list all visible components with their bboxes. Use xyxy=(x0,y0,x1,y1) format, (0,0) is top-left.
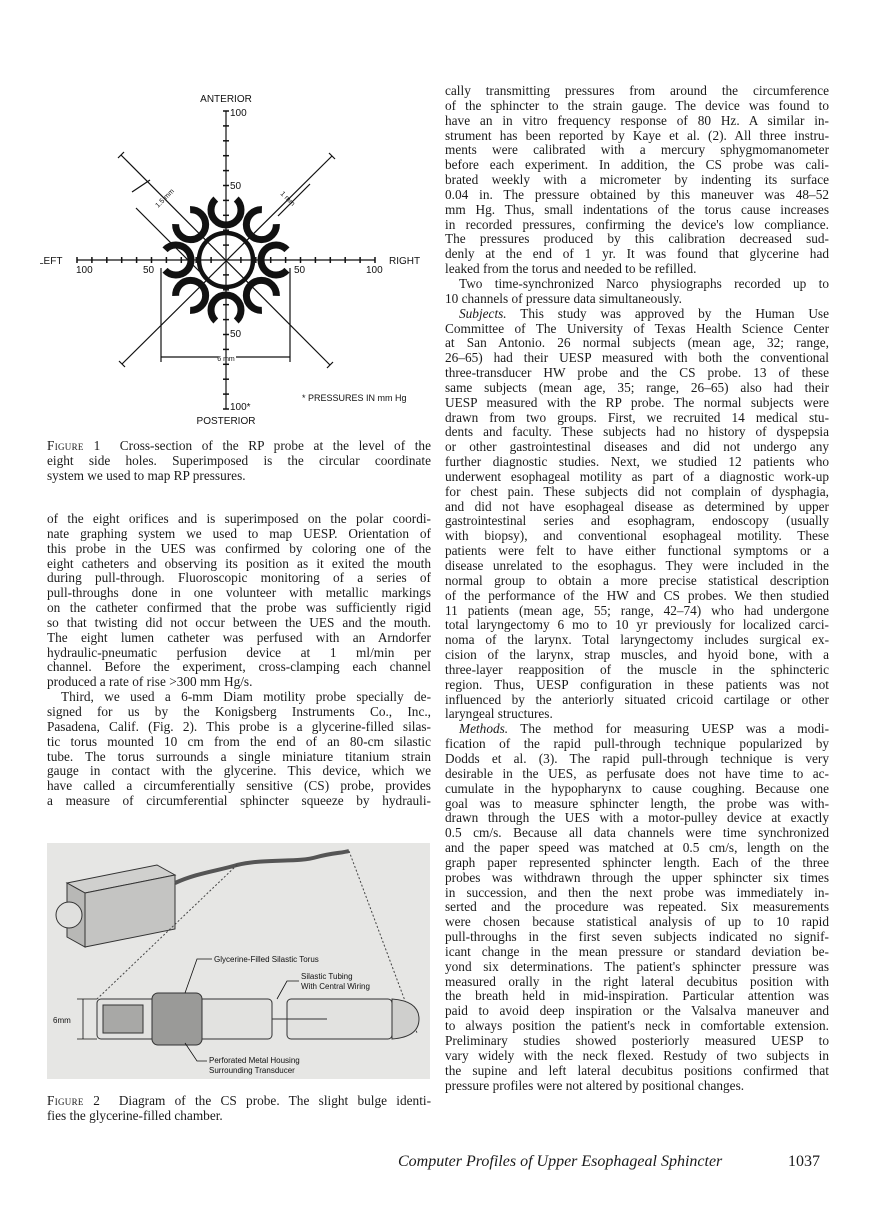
text-line: noma of the larynx. Total laryngectomy includes surgical ex- xyxy=(445,632,829,648)
tick-label: 100 xyxy=(230,108,247,119)
tick-label: 100* xyxy=(230,402,251,413)
text-line: cision of the larynx, strap muscles, and hyoid bone, with a xyxy=(445,647,829,663)
text-line: vary widely with the neck flexed. Restudy of two subjects in xyxy=(445,1047,829,1063)
text-line: the breath held in mid-inspiration. Particular attention was xyxy=(445,988,829,1004)
text-line: were chosen because statistical analysis of up to 10 rapid xyxy=(445,914,829,930)
label-right: RIGHT xyxy=(389,256,421,267)
text-line: gauge in contact with the glycerine. This device, which we xyxy=(47,763,431,779)
text-line: before each experiment. In addition, the CS probe was cali- xyxy=(445,157,829,173)
text-line: Pasadena, Calif. (Fig. 2). This probe is a glycerine-filled silas- xyxy=(47,718,431,734)
text-line: 11 patients (mean age, 55; range, 42–74) who had undergone xyxy=(445,602,829,618)
text-line: leaked from the torus and needed to be refilled. xyxy=(445,261,697,277)
text-line: cumulate in the hypopharynx to cause coughing. Because one xyxy=(445,780,829,796)
pressure-units-note: * PRESSURES IN mm Hg xyxy=(302,393,407,403)
text-line: a measure of circumferential sphincter squeeze by hydrauli- xyxy=(47,793,431,809)
text-line: denly at the end of 1 yr. It was found that glycerine had xyxy=(445,246,829,262)
text-line: yond six determinations. The patient's sphincter pressure was xyxy=(445,958,829,974)
text-line: during pull-through. Fluoroscopic monitoring of a series of xyxy=(47,570,431,586)
text-line: of the performance of the HW and CS probes. We then studied xyxy=(445,587,829,603)
figure-1-caption xyxy=(47,438,431,483)
text-line: have called a circumferentially sensitive (CS) probe, provides xyxy=(47,778,431,794)
text-line: dents and faculty. These subjects had no history of dyspepsia xyxy=(445,424,829,440)
dim-6mm-label: 6mm xyxy=(53,1016,71,1025)
text-line: patients were felt to have either functional symptoms or a xyxy=(445,543,829,559)
tick-label: 50 xyxy=(143,265,155,276)
text-line: gastrointestinal series and esophagram, endoscopy (usually xyxy=(445,513,829,529)
figure-2-diagram xyxy=(47,843,430,1079)
text-line: Committee of The University of Texas Health Science Center xyxy=(445,320,829,336)
tick-label: 100 xyxy=(366,265,383,276)
text-line: channel. Before the experiment, cross-clamping each channel xyxy=(47,659,431,675)
text-line: cally transmitting pressures from around the circumference xyxy=(445,83,829,98)
text-line: The eight lumen catheter was perfused with an Arndorfer xyxy=(47,629,431,645)
text-line: with biopsy), and conventional esophageal motility. These xyxy=(445,528,829,544)
label-posterior: POSTERIOR xyxy=(196,416,256,427)
right-column-text xyxy=(445,84,829,1093)
rp-probe-cross-section xyxy=(40,80,430,435)
dim-6mm: 6 mm xyxy=(217,356,235,363)
caption-line: fies the glycerine-filled chamber. xyxy=(47,1108,223,1123)
text-line: hydraulic-pneumatic perfusion device at 1 ml/min per xyxy=(47,644,431,660)
text-line: drawn through the UES with a motor-pulley device at exactly xyxy=(445,810,829,826)
text-line: measured orally in the right lateral decubitus position with xyxy=(445,973,829,989)
text-line: UESP measured with the RP probe. The normal subjects were xyxy=(445,394,829,410)
caption-label: Figure 2 xyxy=(47,1093,101,1108)
figure-2-caption xyxy=(47,1093,431,1123)
text-line: pull-throughs in the first seven subjects indicated no signif- xyxy=(445,929,829,945)
text-line: The pressures produced by this calibration decreased sud- xyxy=(445,231,829,247)
running-title: Computer Profiles of Upper Esophageal Sphincter xyxy=(398,1153,723,1170)
transducer-box xyxy=(56,865,175,947)
text-line: further diagnostic studies. Next, we studied 12 patients who xyxy=(445,454,829,470)
text-line: mm Hg. Thus, small indentations of the torus cause increases xyxy=(445,201,829,217)
label-left: LEFT xyxy=(40,256,63,267)
text-line: Third, we used a 6-mm Diam motility probe specially de- xyxy=(61,689,431,705)
probe-tube xyxy=(97,993,419,1045)
text-line: three-transducer HW probe and the CS probe. 13 of these xyxy=(445,365,829,381)
text-line: and the paper speed was matched at 0.5 cm/s, length on the xyxy=(445,840,829,856)
label-anterior: ANTERIOR xyxy=(200,94,252,105)
text-line: pull-throughs done in one volunteer with metallic markings xyxy=(47,585,431,601)
text-line xyxy=(445,307,829,322)
text-line: Dodds et al. (3). The rapid pull-through technique is very xyxy=(445,750,829,766)
housing-label: Surrounding Transducer xyxy=(209,1066,295,1075)
text-line: for chest pain. These subjects did not complain of dysphagia, xyxy=(445,483,829,499)
caption-line: system we used to map RP pressures. xyxy=(47,468,246,483)
caption-line: eight side holes. Superimposed is the circular coordinate xyxy=(47,453,431,468)
text-line: graph paper represented sphincter length. Each of the three xyxy=(445,854,829,870)
tick-label: 50 xyxy=(294,265,306,276)
text-line: brated weekly with a micrometer by indenting its surface xyxy=(445,172,829,188)
text-line: the supine and left lateral decubitus positions confirmed that xyxy=(445,1062,829,1078)
text-line: this probe in the UES was confirmed by coloring one of the xyxy=(47,540,431,556)
text-line: nate graphing system we used to map UESP. Orientation of xyxy=(47,525,431,541)
text-line: Preliminary studies showed posteriorly measured UESP to xyxy=(445,1033,829,1048)
text-line: Two time-synchronized Narco physiographs recorded up to xyxy=(459,275,829,291)
text-span: The method for measuring UESP was a modi- xyxy=(508,721,829,737)
page-number: 1037 xyxy=(788,1153,820,1170)
text-line: pressure profiles were not altered by positional changes. xyxy=(445,1077,745,1093)
text-line xyxy=(445,722,829,737)
text-line: serted and the procedure was repeated. Six measurements xyxy=(445,899,829,915)
text-line: ments were calibrated with a mercury sphygmomanometer xyxy=(445,142,829,158)
text-line: desirable in the UES, as perfusate does not have time to ac- xyxy=(445,765,829,781)
text-line: 0.5 cm/s. Because all data channels were time synchronized xyxy=(445,825,829,841)
caption-line: Diagram of the CS probe. The slight bulge identi- xyxy=(118,1093,432,1108)
text-line: eight catheters and observing its position as it exited the mouth xyxy=(47,555,431,571)
text-line: tic torus mounted 10 cm from the end of an 80-cm silastic xyxy=(47,733,431,749)
text-line: laryngeal structures. xyxy=(445,706,553,722)
text-line: 0.04 in. The pressure obtained by this maneuver was 48–52 xyxy=(445,186,829,202)
figure-1-diagram xyxy=(40,80,430,440)
text-line: have an in vitro frequency response of 80 Hz. A similar in- xyxy=(445,112,829,128)
text-line: probes was withdrawn through the upper sphincter six times xyxy=(445,869,829,885)
section-heading: Methods. xyxy=(459,721,509,737)
text-line: fication of the rapid pull-through technique popularized by xyxy=(445,736,829,752)
text-line: underwent esophageal motility as part of a diagnostic work-up xyxy=(445,468,829,484)
tick-label: 100 xyxy=(76,265,93,276)
text-line: and did not have esophageal disease as determined by upper xyxy=(445,498,829,514)
housing-label: Perforated Metal Housing xyxy=(209,1056,300,1065)
text-span: This study was approved by the Human Use xyxy=(506,305,829,321)
text-line: tube. The torus surrounds a single miniature titanium strain xyxy=(47,748,431,764)
text-line: of the eight orifices and is superimposed on the polar coordi- xyxy=(47,511,431,526)
section-heading: Subjects. xyxy=(459,305,507,321)
text-line: or other gastrointestinal diseases and did not undergo any xyxy=(445,439,829,455)
dim-1-5mm: 1.5 mm xyxy=(154,187,176,210)
dim-1mm: 1 mm xyxy=(278,190,296,208)
left-column-text xyxy=(47,512,431,809)
text-line: drawn from two groups. First, we recruited 14 medical stu- xyxy=(445,409,829,425)
catheter-lumen-crescent xyxy=(246,210,276,240)
text-line: goal was to measure sphincter length, the probe was with- xyxy=(445,795,829,811)
axis-line xyxy=(132,180,150,192)
text-line: normal group to obtain a more precise statistical description xyxy=(445,572,829,588)
text-line: at San Antonio. 26 normal subjects (mean age, 32; range, xyxy=(445,335,829,351)
text-line: produced a rate of rise >300 mm Hg/s. xyxy=(47,674,253,690)
text-line: region. Thus, UESP configuration in these patients was not xyxy=(445,676,829,692)
text-line: paid to avoid deep inspiration or the Valsalva maneuver and xyxy=(445,1003,829,1019)
caption-label: Figure 1 xyxy=(47,438,101,453)
text-line: same subjects (mean age, 35; range, 26–65) also had their xyxy=(445,379,829,395)
text-line: in succession, and then the next probe was immediately in- xyxy=(445,884,829,900)
tick-label: 50 xyxy=(230,181,242,192)
caption-line: Cross-section of the RP probe at the level of the xyxy=(119,438,431,453)
cs-probe-illustration xyxy=(47,843,430,1079)
text-line: of the sphincter to the strain gauge. The device was found to xyxy=(445,97,829,113)
text-line: influenced by the anteriorly situated cricoid cartilage or other xyxy=(445,691,829,707)
text-line: 26–65) had their UESP measured with both the conventional xyxy=(445,350,829,366)
text-line: on the catheter confirmed that the probe was sufficiently rigid xyxy=(47,600,431,616)
text-line: so that twisting did not occur between the UES and the mouth. xyxy=(47,614,431,630)
text-line: total laryngectomy 6 mo to 10 yr previously for localized carci- xyxy=(445,617,829,633)
torus-label: Glycerine-Filled Silastic Torus xyxy=(214,955,319,964)
text-line: signed for us by the Konigsberg Instruments Co., Inc., xyxy=(47,703,431,719)
tubing-label: With Central Wiring xyxy=(301,982,370,991)
text-line: 10 channels of pressure data simultaneously. xyxy=(445,290,682,306)
text-line: icant change in the mean pressure or standard deviation be- xyxy=(445,943,829,959)
tubing-label: Silastic Tubing xyxy=(301,972,353,981)
probe-cable xyxy=(175,851,349,883)
text-line: in recorded pressures, confirming the device's low compliance. xyxy=(445,216,829,232)
text-line: strument has been reported by Kaye et al. (2). All three instru- xyxy=(445,127,829,143)
tick-label: 50 xyxy=(230,329,242,340)
text-line: disease unrelated to the esophagus. They were included in the xyxy=(445,558,829,573)
text-line: three-layer reapposition of the muscle in the sphincteric xyxy=(445,661,829,677)
text-line: to always position the patient's neck in comfortable extension. xyxy=(445,1018,829,1034)
